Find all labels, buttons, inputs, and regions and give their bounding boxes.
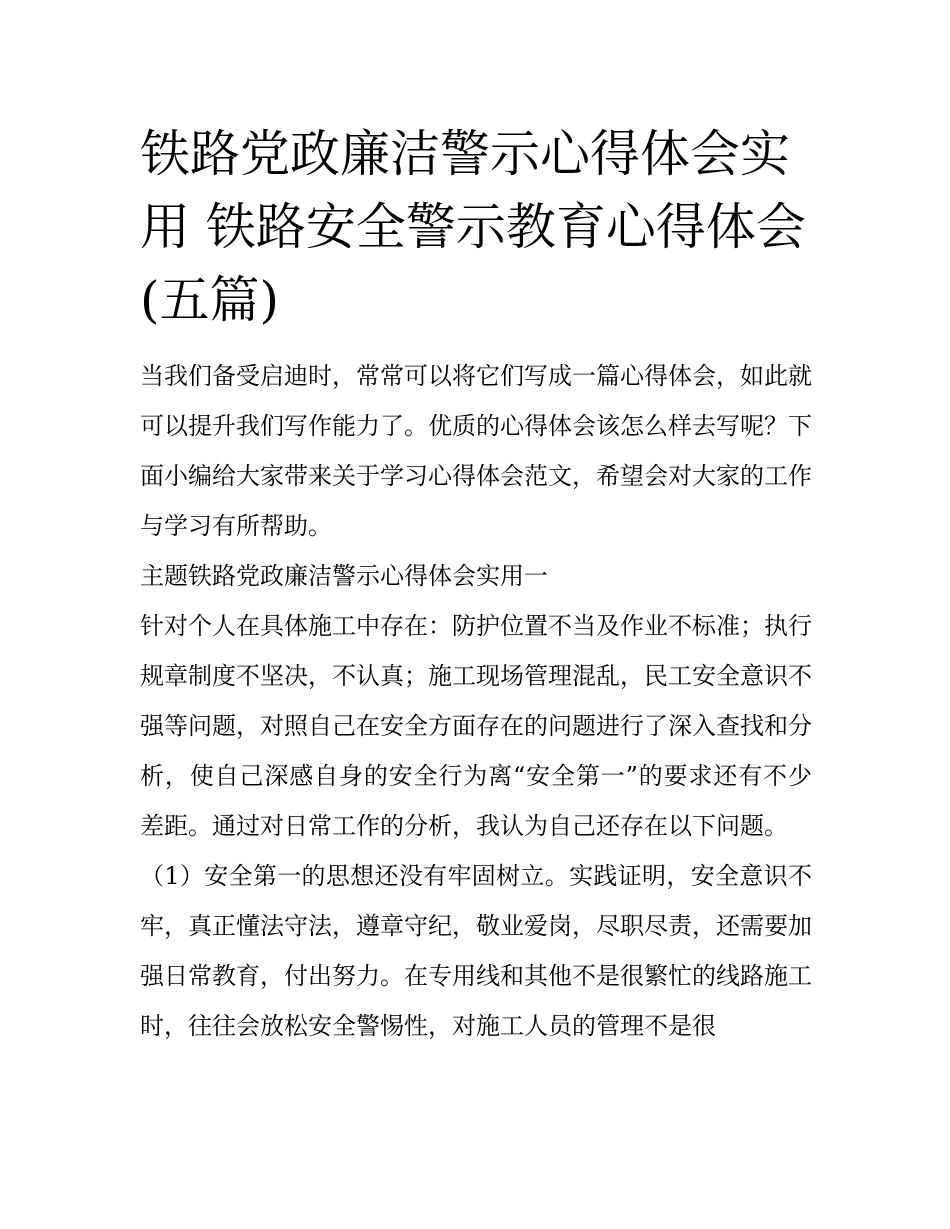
intro-paragraph: 当我们备受启迪时，常常可以将它们写成一篇心得体会，如此就可以提升我们写作能力了。优质的心得体会该怎么样去写呢？下面小编给大家带来关于学习心得体会范文，希望会对大家的工作与学习有所帮助。 [140, 362, 812, 540]
section-heading: 主题铁路党政廉洁警示心得体会实用一 [140, 562, 548, 590]
document-title: 铁路党政廉洁警示心得体会实用 铁路安全警示教育心得体会(五篇) [140, 125, 806, 329]
document-body [140, 118, 812, 1051]
body-paragraph: 针对个人在具体施工中存在：防护位置不当及作业不标准；执行规章制度不坚决，不认真；施工现场管理混乱，民工安全意识不强等问题，对照自己在安全方面存在的问题进行了深入查找和分析，使自己深感自身的安全行为离“安全第一”的要求还有不少差距。通过对日常工作的分析，我认为自己还存在以下问题。 [140, 612, 812, 840]
body-paragraph: （1）安全第一的思想还没有牢固树立。实践证明，安全意识不牢，真正懂法守法，遵章守纪，敬业爱岗，尽职尽责，还需要加强日常教育，付出努力。在专用线和其他不是很繁忙的线路施工时，往往会放松安全警惕性，对施工人员的管理不是很 [140, 862, 812, 1040]
